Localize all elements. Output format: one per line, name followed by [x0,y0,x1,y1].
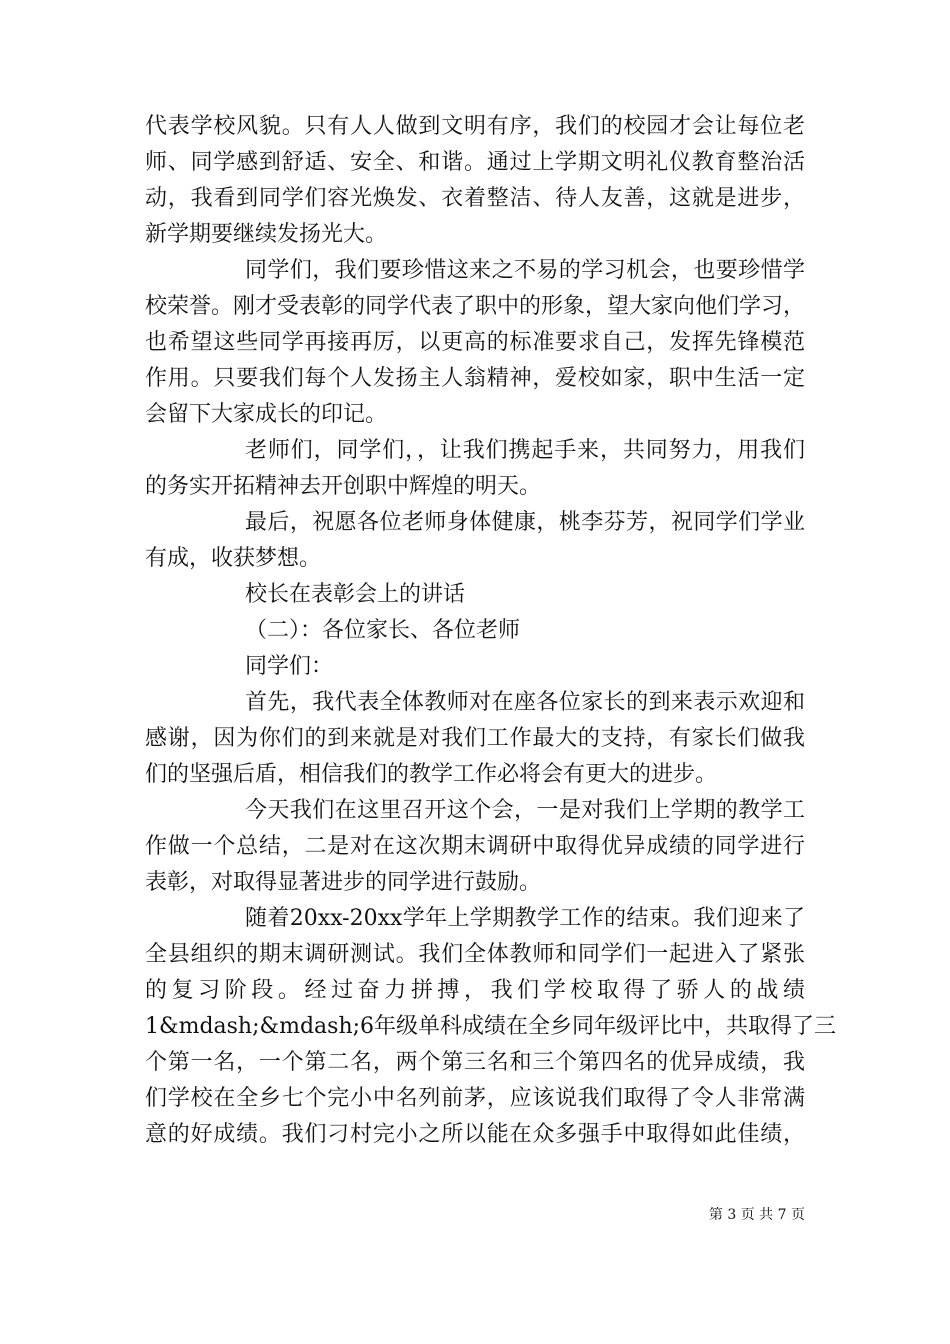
text-line: 意的好成绩。我们刁村完小之所以能在众多强手中取得如此佳绩， [145,1122,805,1147]
text-line: 的务实开拓精神去开创职中辉煌的明天。 [145,474,542,499]
text-line: 动，我看到同学们容光焕发、衣着整洁、待人友善，这就是进步， [145,186,805,211]
text-line: 校荣誉。刚才受表彰的同学代表了职中的形象，望大家向他们学习， [145,294,806,319]
section-subtitle: （二）：各位家长、各位老师 [245,618,521,643]
text-line: 作用。只要我们每个人发扬主人翁精神，爱校如家，职中生活一定 [145,366,805,391]
text-line: 个第一名，一个第二名，两个第三名和三个第四名的优异成绩，我 [145,1050,805,1075]
text-line: 感谢，因为你们的到来就是对我们工作最大的支持，有家长们做我 [145,726,805,751]
text-line: 们学校在全乡七个完小中名列前茅，应该说我们取得了令人非常满 [145,1086,805,1111]
text-line: 也希望这些同学再接再厉，以更高的标准要求自己，发挥先锋模范 [145,330,805,355]
section-title: 校长在表彰会上的讲话 [245,582,466,607]
text-line: 有成，收获梦想。 [145,546,322,571]
text-line: 全县组织的期末调研测试。我们全体教师和同学们一起进入了紧张 [145,942,805,967]
text-line: 1&mdash;&mdash;6年级单科成绩在全乡同年级评比中，共取得了三 [145,1014,837,1039]
text-line: 会留下大家成长的印记。 [145,402,388,427]
text-line: 随着20xx-20xx学年上学期教学工作的结束。我们迎来了 [245,906,805,931]
page-number: 第 3 页 共 7 页 [708,1207,805,1223]
text-line: 最后，祝愿各位老师身体健康，桃李芬芳，祝同学们学业 [245,510,805,535]
text-line: 们的坚强后盾，相信我们的教学工作必将会有更大的进步。 [145,762,718,787]
text-line: 的复习阶段。经过奋力拼搏，我们学校取得了骄人的战绩 [145,978,805,1003]
text-line: 师、同学感到舒适、安全、和谐。通过上学期文明礼仪教育整治活 [145,150,805,175]
document-body [145,110,837,1154]
text-line: 作做一个总结，二是对在这次期末调研中取得优异成绩的同学进行 [145,834,805,859]
text-line: 首先，我代表全体教师对在座各位家长的到来表示欢迎和 [245,690,805,715]
text-line: 代表学校风貌。只有人人做到文明有序，我们的校园才会让每位老 [145,114,805,139]
text-line: 新学期要继续发扬光大。 [145,222,388,247]
text-line: 老师们，同学们，，让我们携起手来，共同努力，用我们 [245,438,805,463]
text-line: 今天我们在这里召开这个会，一是对我们上学期的教学工 [245,798,805,823]
text-line: 表彰，对取得显著进步的同学进行鼓励。 [145,870,542,895]
text-line: 同学们，我们要珍惜这来之不易的学习机会，也要珍惜学 [245,258,805,283]
salutation: 同学们： [245,654,334,679]
